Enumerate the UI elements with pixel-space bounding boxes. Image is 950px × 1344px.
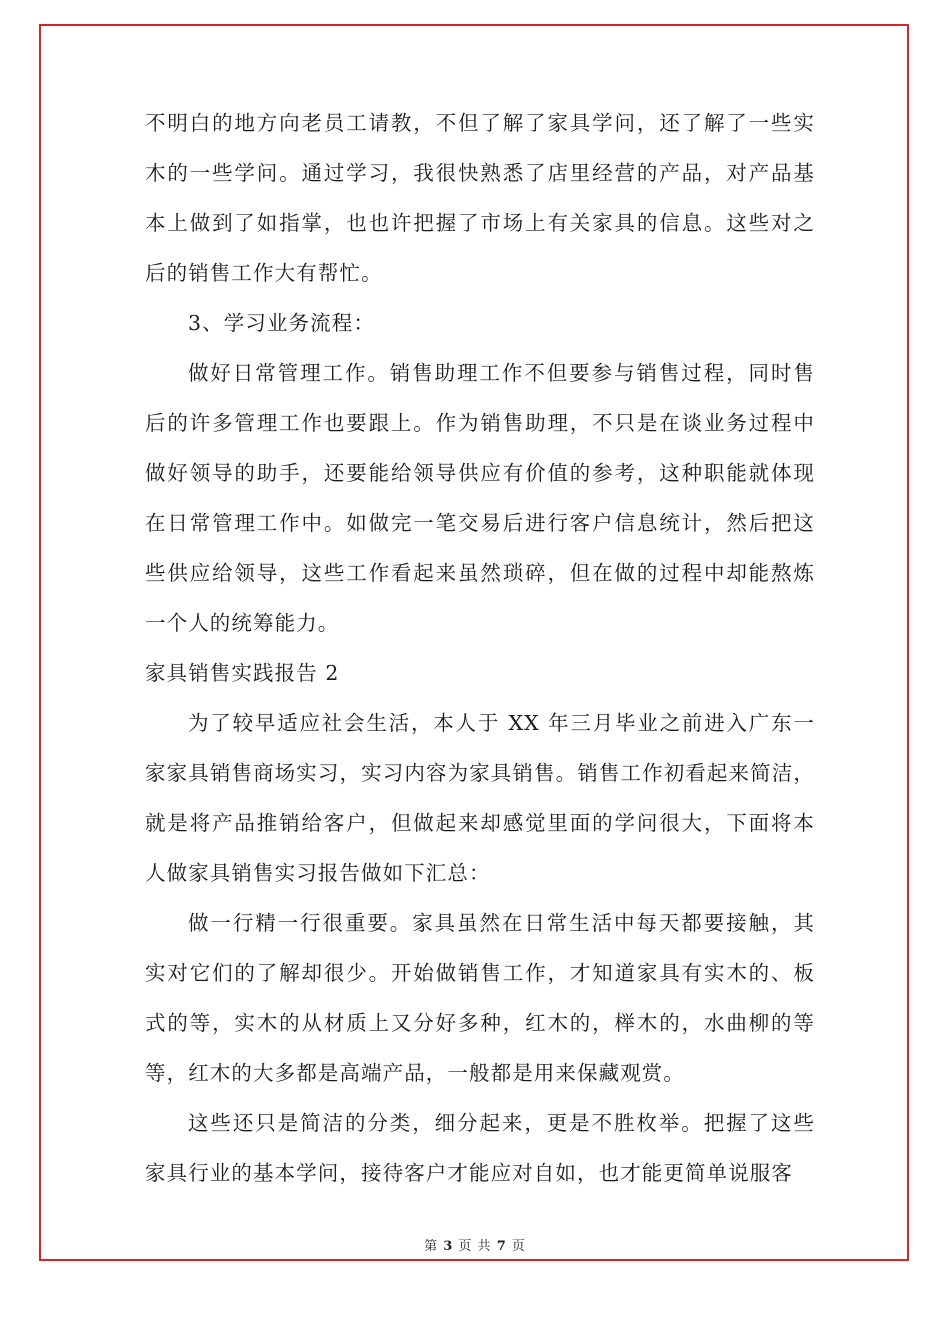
text-line: 这些还只是简洁的分类，细分起来，更是不胜枚举。把握了这些 [188,1111,815,1135]
total-page-number: 7 [496,1239,507,1254]
text-line: 做好日常管理工作。销售助理工作不但要参与销售过程，同时售 [188,361,815,385]
text-line: 后的许多管理工作也要跟上。作为销售助理，不只是在谈业务过程中 [145,411,815,435]
text-line: 实对它们的了解却很少。开始做销售工作，才知道家具有实木的、板 [145,961,815,985]
report-title: 家具销售实践报告 2 [145,661,340,685]
document-body [145,98,815,1198]
page-footer [0,1235,950,1254]
current-page-number: 3 [443,1239,454,1254]
text-line: 木的一些学问。通过学习，我很快熟悉了店里经营的产品，对产品基 [145,161,815,185]
text-line: 些供应给领导，这些工作看起来虽然琐碎，但在做的过程中却能熬炼 [145,561,815,585]
footer-prefix: 第 [424,1239,439,1254]
footer-middle: 页 共 [458,1239,492,1254]
text-line: 式的等，实木的从材质上又分好多种，红木的，榉木的，水曲柳的等 [145,1011,815,1035]
text-line: 不明白的地方向老员工请教，不但了解了家具学问，还了解了一些实 [145,111,815,135]
text-line: 做一行精一行很重要。家具虽然在日常生活中每天都要接触，其 [188,911,815,935]
section-heading: 3、学习业务流程： [188,311,375,335]
text-line: 在日常管理工作中。如做完一笔交易后进行客户信息统计，然后把这 [145,511,815,535]
footer-suffix: 页 [511,1239,526,1254]
text-line: 为了较早适应社会生活，本人于 XX 年三月毕业之前进入广东一 [188,711,815,735]
text-line: 就是将产品推销给客户，但做起来却感觉里面的学问很大，下面将本 [145,811,815,835]
text-line: 后的销售工作大有帮忙。 [145,261,383,285]
text-line: 家具行业的基本学问，接待客户才能应对自如，也才能更简单说服客 [145,1161,793,1185]
text-line: 本上做到了如指掌，也也许把握了市场上有关家具的信息。这些对之 [145,211,815,235]
text-line: 家家具销售商场实习，实习内容为家具销售。销售工作初看起来简洁， [145,761,815,785]
text-line: 人做家具销售实习报告做如下汇总： [145,861,491,885]
text-line: 一个人的统筹能力。 [145,611,340,635]
text-line: 做好领导的助手，还要能给领导供应有价值的参考，这种职能就体现 [145,461,815,485]
text-line: 等，红木的大多都是高端产品，一般都是用来保藏观赏。 [145,1061,685,1085]
